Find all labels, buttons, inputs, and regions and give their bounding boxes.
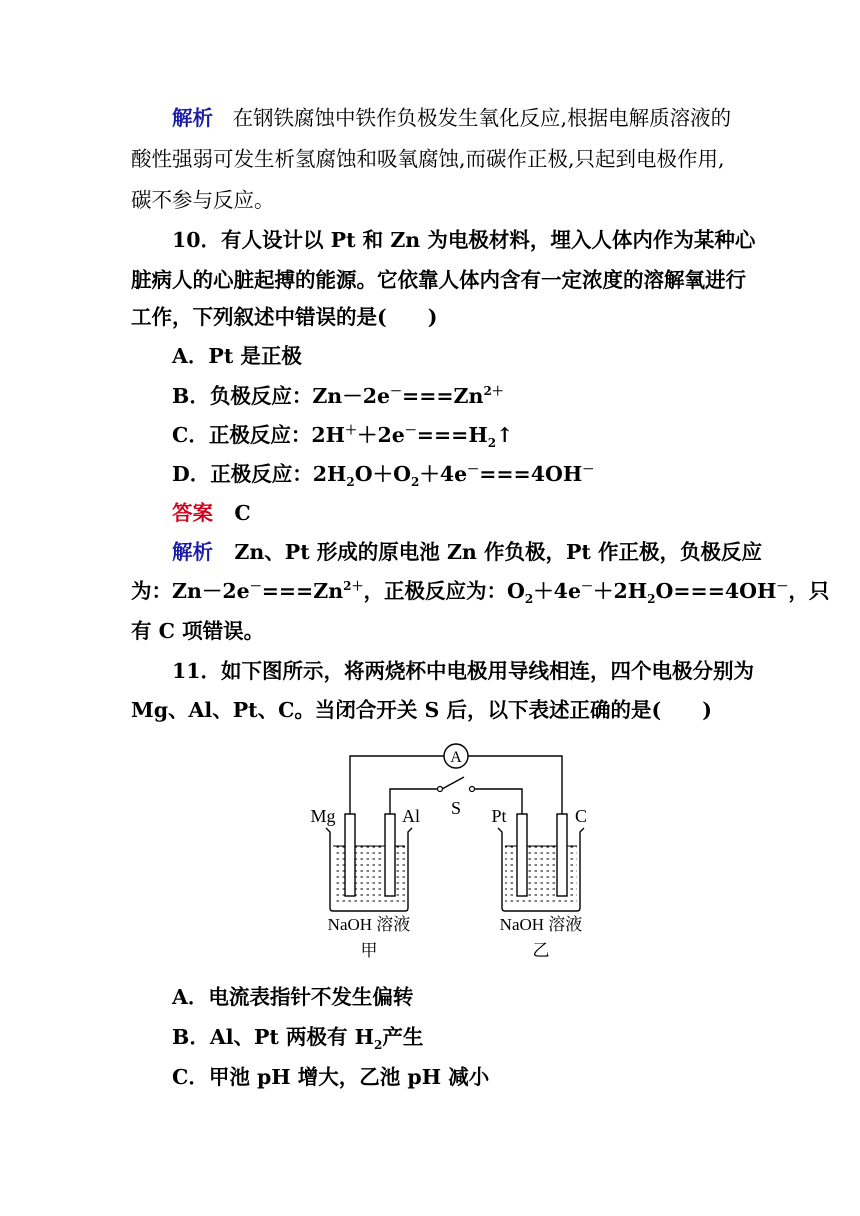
q10-option-c-sup1: ＋: [344, 423, 357, 438]
q10-option-b-sup1: －: [390, 384, 403, 399]
solution-right-label: NaOH 溶液: [499, 915, 583, 934]
q10-option-d-sub1: 2: [346, 475, 355, 490]
q10-answer: C: [234, 501, 251, 525]
cell-right-label: 乙: [532, 941, 550, 960]
beaker-right: [498, 814, 584, 911]
explain-label: 解析: [172, 540, 213, 564]
q10-option-c-sub: 2: [487, 436, 497, 451]
q10-exp2-sup3: －: [581, 579, 594, 594]
q10-option-c: [172, 421, 772, 449]
q10-exp2-mid2: ，正极反应为：O: [363, 579, 525, 603]
q10-option-c-sup2: －: [404, 423, 417, 438]
cell-left-label: 甲: [360, 941, 378, 960]
q10-option-d-mid: O＋O: [354, 462, 411, 486]
q10-exp2-sup2: 2＋: [343, 579, 364, 594]
q10-stem-line1: 10．有人设计以 Pt 和 Zn 为电极材料，埋入人体内作为某种心: [172, 228, 756, 252]
q9-explanation-text1: 在钢铁腐蚀中铁作负极发生氧化反应,根据电解质溶液的: [232, 106, 732, 130]
q10-option-d-sub2: 2: [411, 475, 420, 490]
q11-option-a: A．电流表指针不发生偏转: [172, 985, 414, 1009]
q10-exp2-mid4: ＋2H: [593, 579, 648, 603]
q10-option-a: A．Pt 是正极: [172, 344, 302, 368]
explain-label: 解析: [172, 106, 213, 130]
answer-label: 答案: [172, 501, 213, 525]
q10-option-b-mid: ===Zn: [402, 384, 484, 408]
q11-option-b-sub: 2: [374, 1038, 383, 1053]
electrode-pt: [517, 814, 527, 896]
galvanic-cell-diagram: [300, 736, 610, 964]
q10-option-b: [172, 382, 772, 410]
q10-option-d-sup1: －: [467, 462, 480, 477]
q11-option-b: [172, 1023, 772, 1051]
q10-exp2-sub2: 2: [647, 592, 656, 607]
q10-stem-line3: 工作，下列叙述中错误的是( ): [131, 305, 438, 329]
switch-label: S: [450, 798, 462, 818]
q10-exp2-pre: 为：Zn－2e: [131, 579, 250, 603]
wire-ammeter-c: [468, 756, 562, 814]
q10-option-d-mid2: ＋4e: [419, 462, 468, 486]
wire-mg-ammeter: [350, 756, 444, 814]
q10-exp2-mid5: O===4OH: [655, 579, 777, 603]
switch-blade: [442, 777, 464, 789]
electrode-c: [557, 814, 567, 896]
q10-option-c-post: ↑: [496, 423, 514, 447]
q10-exp2-sub1: 2: [524, 592, 534, 607]
electrode-c-label: C: [574, 806, 588, 826]
electrode-pt-label: Pt: [491, 806, 507, 826]
beaker-left: [326, 814, 412, 911]
q10-option-d: [172, 460, 772, 488]
q10-explanation-line1: [172, 538, 772, 566]
q10-answer-line: [172, 499, 772, 527]
q11-option-c: C．甲池 pH 增大，乙池 pH 减小: [172, 1065, 490, 1089]
q10-explanation-line2: [131, 577, 830, 607]
q11-stem-line2: Mg、Al、Pt、C。当闭合开关 S 后，以下表述正确的是( ): [131, 698, 712, 722]
switch-contact-left: [438, 787, 443, 792]
q10-option-d-sup2: －: [582, 462, 595, 477]
q10-option-c-mid: ＋2e: [356, 423, 405, 447]
q10-option-b-pre: B．负极反应：Zn－2e: [172, 384, 391, 408]
q9-explanation-line3: 碳不参与反应。: [131, 188, 275, 212]
electrode-al: [385, 814, 395, 896]
q11-option-b-post: 产生: [382, 1025, 424, 1049]
q10-option-d-pre: D．正极反应：2H: [172, 462, 347, 486]
q10-option-c-mid2: ===H: [416, 423, 488, 447]
q10-exp2-sup1: －: [249, 579, 262, 594]
q10-option-d-mid3: ===4OH: [479, 462, 583, 486]
q9-explanation-line2: 酸性强弱可发生析氢腐蚀和吸氧腐蚀,而碳作正极,只起到电极作用,: [131, 147, 725, 171]
q10-explanation-line3: 有 C 项错误。: [131, 619, 265, 643]
solution-left-label: NaOH 溶液: [327, 915, 411, 934]
electrode-mg-label: Mg: [310, 806, 336, 826]
q10-exp2-sup4: －: [776, 579, 789, 594]
q10-exp2-mid: ===Zn: [261, 579, 344, 603]
q10-exp2-mid3: ＋4e: [533, 579, 581, 603]
ammeter-label: A: [450, 749, 462, 766]
electrode-mg: [345, 814, 355, 896]
q9-explanation-line1: [172, 104, 772, 132]
switch-contact-right: [470, 787, 475, 792]
q11-option-b-pre: B．Al、Pt 两极有 H: [172, 1025, 375, 1049]
q10-option-c-pre: C．正极反应：2H: [172, 423, 345, 447]
electrode-al-label: Al: [402, 806, 420, 826]
q10-stem-line2: 脏病人的心脏起搏的能源。它依靠人体内含有一定浓度的溶解氧进行: [131, 268, 746, 292]
q10-option-b-sup2: 2＋: [483, 384, 504, 399]
q10-exp2-post: ，只: [788, 579, 830, 603]
q11-stem-line1: 11．如下图所示，将两烧杯中电极用导线相连，四个电极分别为: [172, 659, 755, 683]
q10-explanation-text1: Zn、Pt 形成的原电池 Zn 作负极，Pt 作正极，负极反应: [234, 540, 762, 564]
